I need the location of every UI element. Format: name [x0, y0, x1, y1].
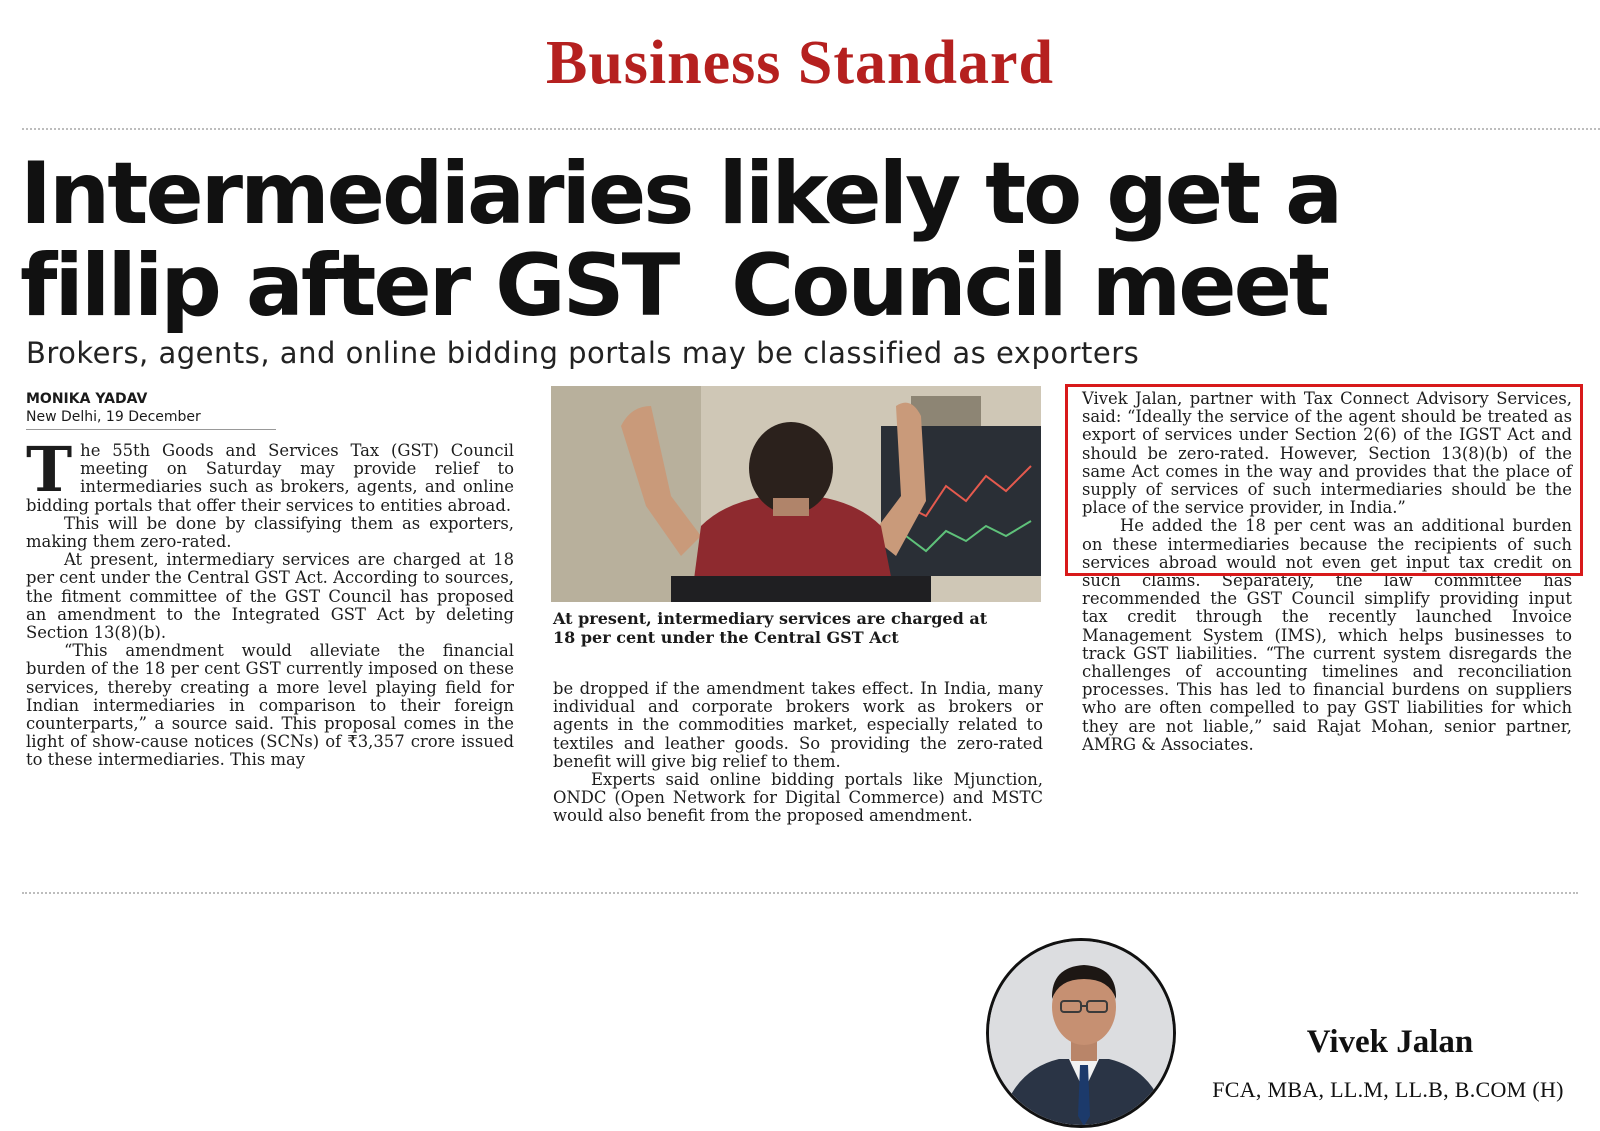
article-photo — [551, 386, 1041, 602]
article-column-1 — [26, 433, 514, 770]
bottom-divider — [22, 892, 1578, 894]
person-portrait-illustration — [989, 941, 1176, 1128]
signature-credentials: FCA, MBA, LL.M, LL.B, B.COM (H) — [1212, 1077, 1564, 1102]
paragraph: This will be done by classifying them as exporters, making them zero-rated. — [26, 513, 514, 552]
top-divider — [22, 128, 1600, 130]
paragraph: Experts said online bidding portals like Mjunction, ONDC (Open Network for Digital Commerce) and MSTC would also benefit from the proposed amendment. — [553, 770, 1043, 826]
paragraph: “This amendment would alleviate the financial burden of the 18 per cent GST currently imposed on these services, thereby creating a more level playing field for Indian intermediaries in comparison to their foreign counterparts,” a source said. This proposal comes in the light of show-cause notices (SCNs) of ₹3,357 crore issued to these intermediaries. This may — [26, 641, 514, 770]
article-column-2 — [553, 680, 1043, 826]
headline-line-1: Intermediaries likely to get a — [20, 144, 1341, 244]
headline-line-2: fillip after GST Council meet — [20, 236, 1328, 336]
paragraph: he 55th Goods and Services Tax (GST) Council meeting on Saturday may provide relief to intermediaries such as brokers, agents, and online bidding portals that offer their services to entities abroad. — [26, 441, 514, 515]
photo-caption: At present, intermediary services are charged at 18 per cent under the Central GST Act — [553, 609, 988, 647]
quote-highlight-box — [1065, 384, 1583, 576]
highlighted-quote: Vivek Jalan, partner with Tax Connect Advisory Services, said: “Ideally the service of the agent should be treated as export of services under Section 2(6) of the IGST Act and should be zero-rated. However, Section 13(8)(b) of the same Act comes in the way and provides that the place of supply of services of such intermediaries should be the place of the service provider, in India.” — [1082, 389, 1572, 518]
masthead-logo: Business Standard — [545, 29, 1055, 97]
avatar — [986, 938, 1176, 1128]
paragraph: be dropped if the amendment takes effect. In India, many individual and corporate brokers work as brokers or agents in the commodities market, especially related to textiles and leather goods. So providing the zero-rated benefit will give big relief to them. — [553, 679, 1043, 771]
trader-celebrating-illustration — [551, 386, 1041, 602]
byline-author: MONIKA YADAV — [26, 391, 148, 407]
signature-name: Vivek Jalan — [1306, 1024, 1474, 1060]
byline — [26, 390, 276, 430]
headline — [20, 144, 1580, 336]
byline-dateline: New Delhi, 19 December — [26, 409, 201, 425]
subheadline: Brokers, agents, and online bidding portals may be classified as exporters — [26, 336, 1140, 370]
drop-cap: T — [26, 433, 73, 506]
paragraph: He added the 18 per cent was an additional burden on these intermediaries because the recipients of such services abroad would not even get input tax credit on such claims. Separately, the law committee has recommended the GST Council simplify providing input tax credit through the recently launched Invoice Management System (IMS), which helps businesses to track GST liabilities. “The current system disregards the challenges of accounting timelines and reconciliation processes. This has led to financial burdens on suppliers who are often compelled to pay GST liabilities for which they are not liable,” said Rajat Mohan, senior partner, AMRG & Associates. — [1082, 516, 1572, 754]
paragraph: At present, intermediary services are charged at 18 per cent under the Central GST Act. According to sources, the fitment committee of the GST Council has proposed an amendment to the Integrated GST Act by deleting Section 13(8)(b). — [26, 550, 514, 643]
